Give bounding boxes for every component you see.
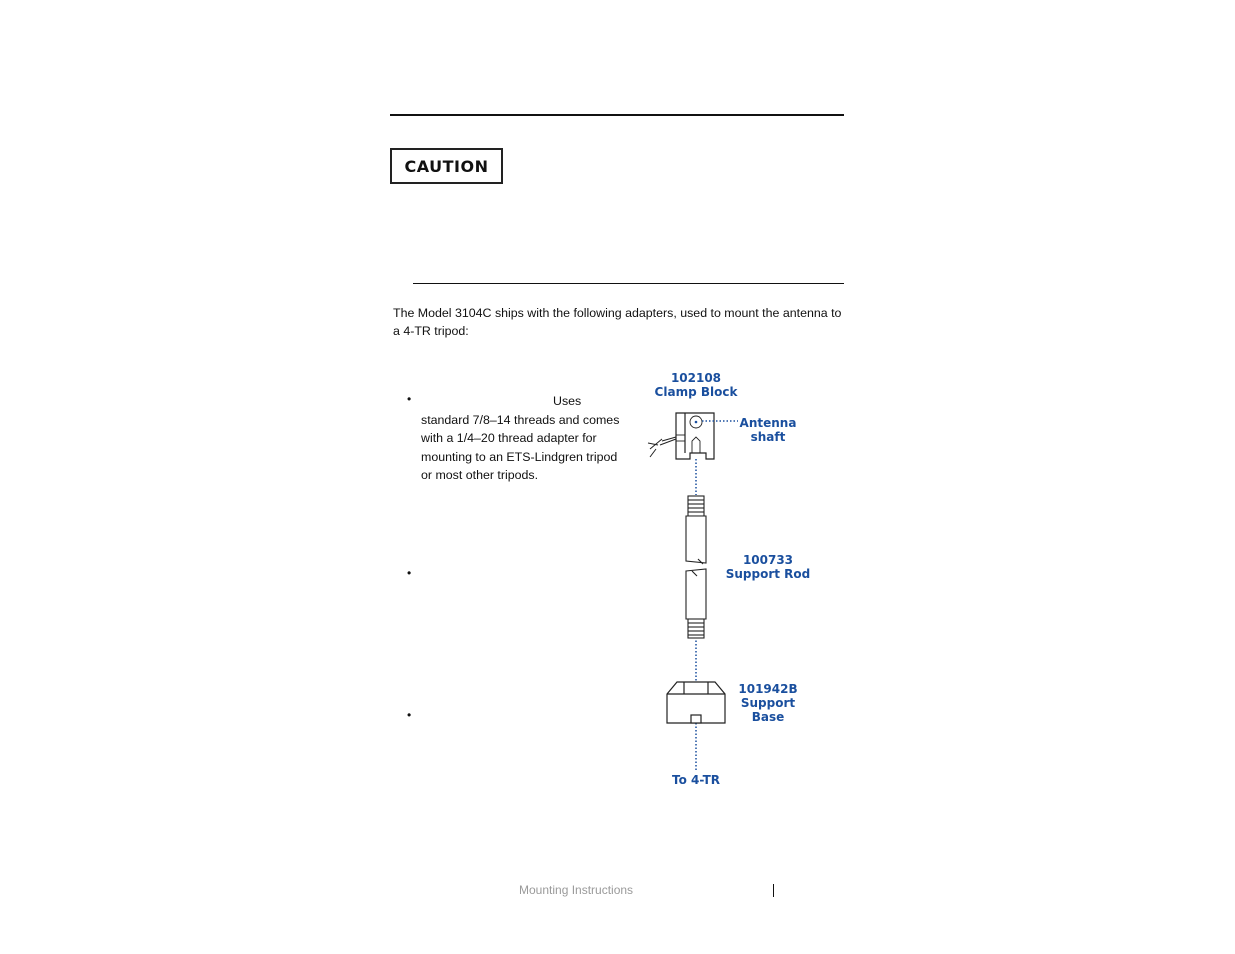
base-label-line2: Base [751,710,785,724]
bullet-marker: • [407,392,412,406]
clamp-name: Clamp Block [654,385,738,399]
antenna-label-line2: shaft [750,430,786,444]
rod-name: Support Rod [725,567,811,581]
clamp-part-number: 102108 [670,371,722,385]
bullet-body-text: standard 7/8–14 threads and comes with a 1/4–20 thread adapter for mounting to an ETS-Lindgren tripod or most other tripods. [421,412,620,483]
footer-title: Mounting Instructions [519,883,634,897]
antenna-label-line1: Antenna [739,416,797,430]
bullet-item-clamp-block [421,392,631,485]
bullet-lead-text: Uses [553,394,582,408]
rod-part-number: 100733 [742,553,794,567]
support-rod-drawing [686,496,706,638]
bullet-marker: • [407,708,412,722]
clamp-block-drawing [648,413,714,459]
section-rule [413,283,844,284]
footer-separator [773,884,774,897]
bullet-marker: • [407,566,412,580]
antenna-dot [695,421,698,424]
bottom-label: To 4-TR [671,773,721,787]
mounting-diagram [640,365,830,790]
caution-badge [390,148,503,184]
support-base-drawing [667,682,725,723]
base-label-line1: Support [740,696,796,710]
caution-label: CAUTION [404,156,489,176]
intro-paragraph: The Model 3104C ships with the following adapters, used to mount the antenna to a 4-TR tripod: [393,306,842,338]
header-rule [390,114,844,116]
base-part-number: 101942B [738,682,798,696]
